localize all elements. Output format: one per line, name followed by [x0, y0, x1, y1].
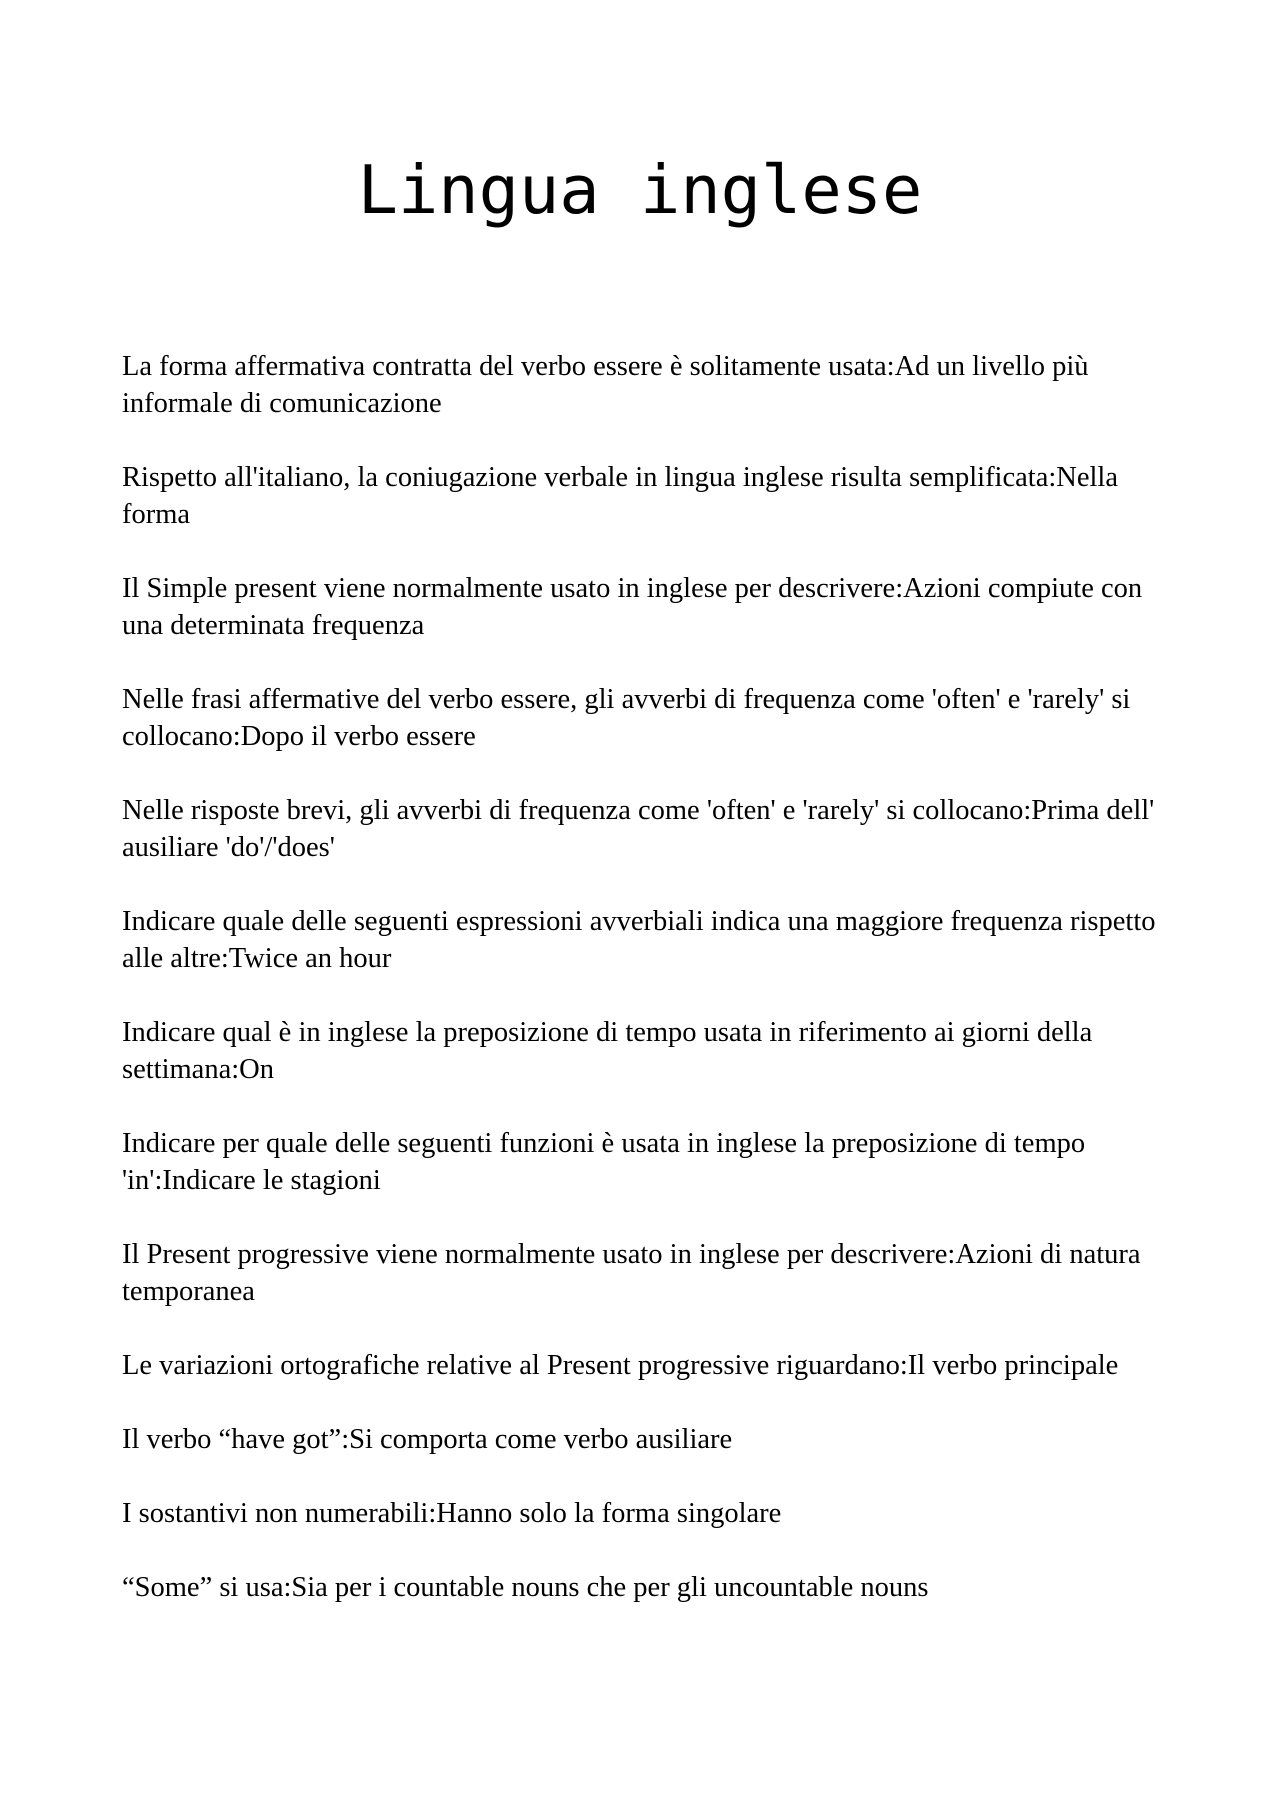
page-title: Lingua inglese: [357, 151, 923, 229]
qa-item: Nelle frasi affermative del verbo essere, gli avverbi di frequenza come 'often' e 'rarely' si collocano:Dopo il verbo essere: [122, 684, 1131, 752]
qa-list: [122, 348, 1172, 1643]
qa-item: Indicare qual è in inglese la preposizione di tempo usata in riferimento ai giorni della settimana:On: [122, 1017, 1093, 1085]
qa-item: La forma affermativa contratta del verbo essere è solitamente usata:Ad un livello più informale di comunicazione: [122, 351, 1089, 419]
qa-item: Il Simple present viene normalmente usato in inglese per descrivere:Azioni compiute con una determinata frequenza: [122, 573, 1143, 641]
qa-item: Indicare per quale delle seguenti funzioni è usata in inglese la preposizione di tempo 'in':Indicare le stagioni: [122, 1128, 1086, 1196]
qa-item: Indicare quale delle seguenti espressioni avverbiali indica una maggiore frequenza rispetto alle altre:Twice an hour: [122, 906, 1156, 974]
qa-item: Il verbo “have got”:Si comporta come verbo ausiliare: [122, 1424, 733, 1455]
qa-item: “Some” si usa:Sia per i countable nouns che per gli uncountable nouns: [122, 1572, 929, 1603]
qa-item: I sostantivi non numerabili:Hanno solo la forma singolare: [122, 1498, 782, 1529]
qa-item: Il Present progressive viene normalmente usato in inglese per descrivere:Azioni di natura temporanea: [122, 1239, 1141, 1307]
qa-item: Le variazioni ortografiche relative al Present progressive riguardano:Il verbo principale: [122, 1350, 1119, 1381]
qa-item: Rispetto all'italiano, la coniugazione verbale in lingua inglese risulta semplificata:Nella forma: [122, 462, 1118, 530]
qa-item: Nelle risposte brevi, gli avverbi di frequenza come 'often' e 'rarely' si collocano:Prima dell' ausiliare 'do'/'does': [122, 795, 1155, 863]
